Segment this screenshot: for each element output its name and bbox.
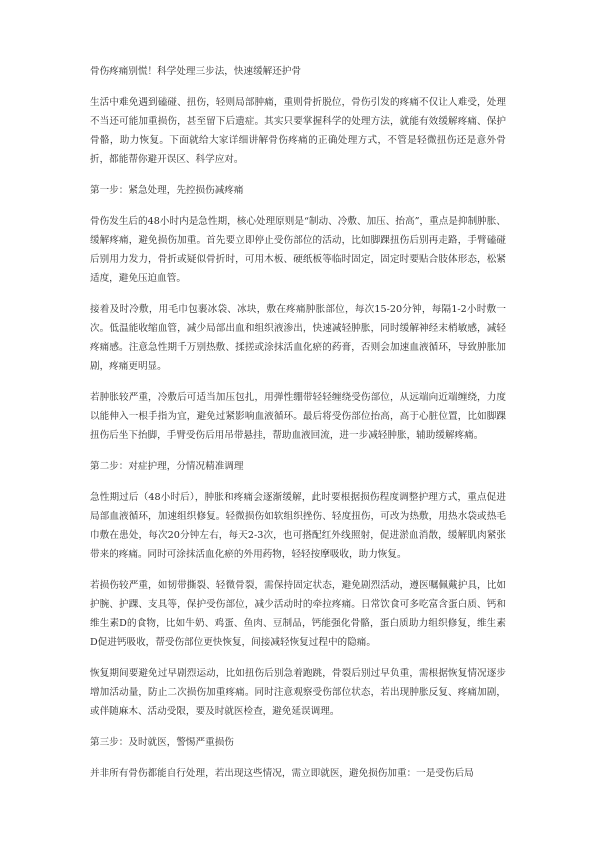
document-page (90, 62, 506, 783)
step2-paragraph-3: 恢复期间要避免过早剧烈运动，比如扭伤后别急着跑跳，骨裂后别过早负重，需根据恢复情况逐步增加活动量，防止二次损伤加重疼痛。同时注意观察受伤部位状态，若出现肿胀反复、疼痛加剧，或伴随麻木、活动受限，要及时就医检查，避免延误调理。 (90, 668, 506, 717)
step3-heading: 第三步：及时就医，警惕严重损伤 (90, 737, 234, 748)
step2-heading: 第二步：对症护理，分情况精准调理 (90, 461, 244, 472)
step3-paragraph-1: 并非所有骨伤都能自行处理，若出现这些情况，需立即就医，避免损伤加重：一是受伤后局 (90, 768, 474, 779)
intro-paragraph: 生活中难免遇到磕碰、扭伤，轻则局部肿痛，重则骨折脱位，骨伤引发的疼痛不仅让人难受，处理不当还可能加重损伤，甚至留下后遗症。其实只要掌握科学的处理方法，就能有效缓解疼痛、保护骨骼，助力恢复。下面就给大家详细讲解骨伤疼痛的正确处理方式，不管是轻微扭伤还是意外骨折，都能帮你避开误区、科学应对。 (90, 97, 506, 165)
step2-paragraph-2: 若损伤较严重，如韧带撕裂、轻微骨裂，需保持固定状态，避免剧烈活动，遵医嘱佩戴护具，比如护腕、护踝、支具等，保护受伤部位，减少活动时的牵拉疼痛。日常饮食可多吃富含蛋白质、钙和维生素D的食物，比如牛奶、鸡蛋、鱼肉、豆制品，钙能强化骨骼，蛋白质助力组织修复，维生素D促进钙吸收，帮受伤部位更快恢复，间接减轻恢复过程中的隐痛。 (90, 580, 506, 648)
step1-paragraph-2: 接着及时冷敷，用毛巾包裹冰袋、冰块，敷在疼痛肿胀部位，每次15-20分钟，每隔1-2小时敷一次。低温能收缩血管，减少局部出血和组织液渗出，快速减轻肿胀，同时缓解神经末梢敏感，减轻疼痛感。注意急性期千万别热敷、揉搓或涂抹活血化瘀的药膏，否则会加速血液循环，导致肿胀加剧，疼痛更明显。 (90, 304, 506, 372)
document-title: 骨伤疼痛别慌！科学处理三步法，快速缓解还护骨 (90, 66, 302, 77)
step2-paragraph-1: 急性期过后（48小时后），肿胀和疼痛会逐渐缓解，此时要根据损伤程度调整护理方式，重点促进局部血液循环，加速组织修复。轻微损伤如软组织挫伤、轻度扭伤，可改为热敷，用热水袋或热毛巾敷在患处，每次20分钟左右，每天2-3次，也可搭配红外线照射，促进淤血消散，缓解肌肉紧张带来的疼痛。同时可涂抹活血化瘀的外用药物，轻轻按摩吸收，助力恢复。 (90, 492, 506, 560)
step1-heading: 第一步：紧急处理，先控损伤减疼痛 (90, 185, 244, 196)
step1-paragraph-3: 若肿胀较严重，冷敷后可适当加压包扎，用弹性绷带轻轻缠绕受伤部位，从远端向近端缠绕，力度以能伸入一根手指为宜，避免过紧影响血液循环。最后将受伤部位抬高，高于心脏位置，比如脚踝扭伤后坐下抬脚，手臂受伤后用吊带悬挂，帮助血液回流，进一步减轻肿胀，辅助缓解疼痛。 (90, 392, 506, 441)
step1-paragraph-1: 骨伤发生后的48小时内是急性期，核心处理原则是“制动、冷敷、加压、抬高”，重点是抑制肿胀、缓解疼痛，避免损伤加重。首先要立即停止受伤部位的活动，比如脚踝扭伤后别再走路，手臂磕碰后别用力发力，骨折或疑似骨折时，可用木板、硬纸板等临时固定，固定时要贴合肢体形态，松紧适度，避免压迫血管。 (90, 216, 506, 284)
